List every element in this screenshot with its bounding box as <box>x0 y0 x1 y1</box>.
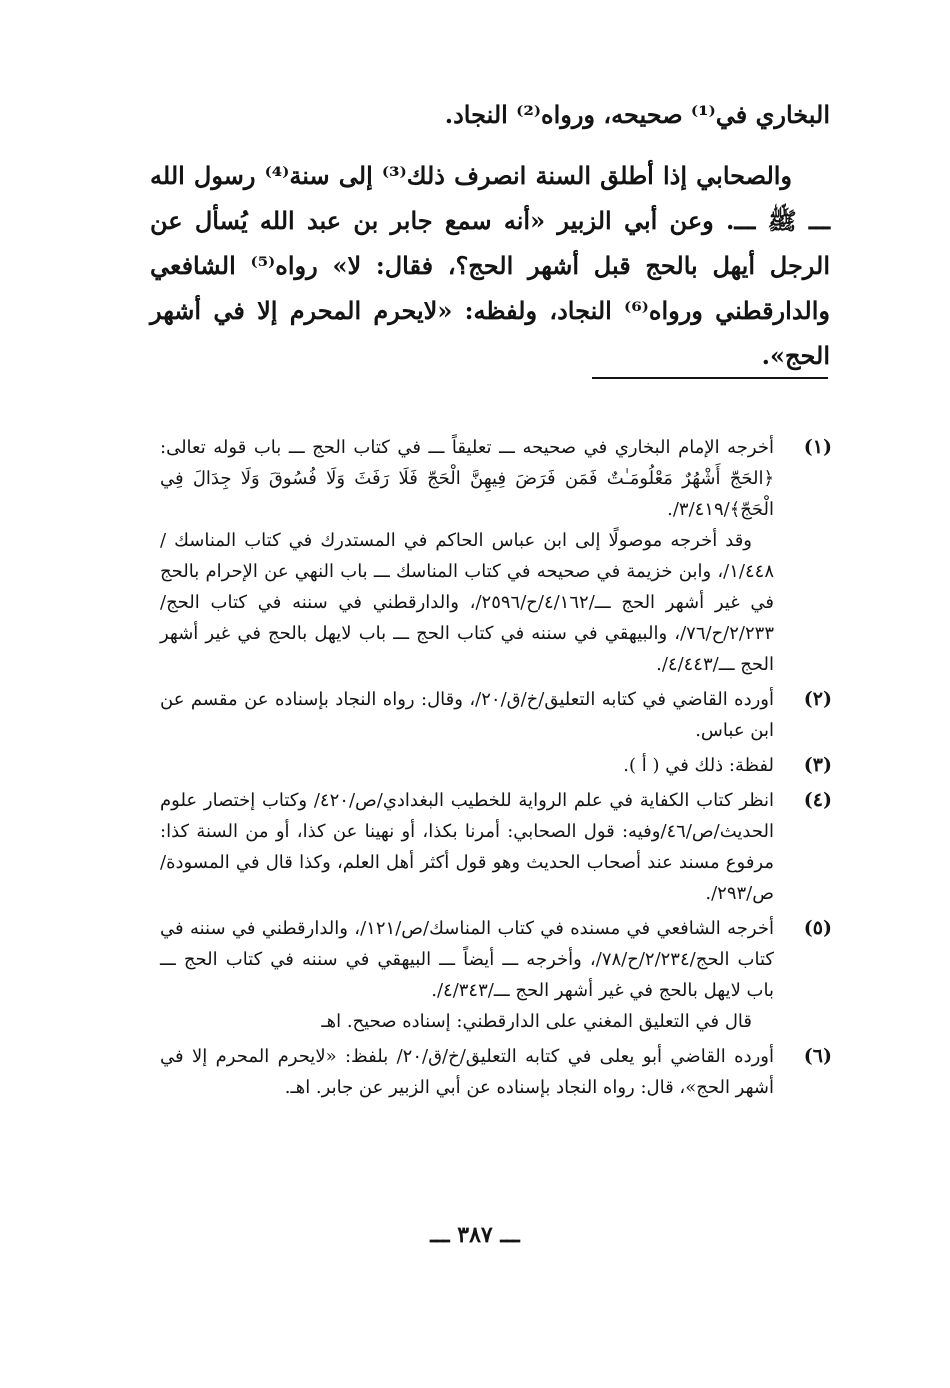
footnote-paragraph: وقد أخرجه موصولًا إلى ابن عباس الحاكم في المستدرك في كتاب المناسك /١/٤٤٨/، وابن خزيمة في صحيحه في كتاب المناسك ـــ باب النهي عن الإحرام بالحج في غير أشهر الحج ـــ/٤/١٦٢/ح/٢٥٩٦/، والدارقطني في سننه في كتاب الحج/٢/٢٣٣/ح/٧٦/، والبيهقي في سننه في كتاب الحج ـــ باب لايهل بالحج في غير أشهر الحج ـــ/٤/٤٤٣/. <box>160 530 774 675</box>
footnote-1 <box>160 432 832 680</box>
footnote-body <box>160 750 774 781</box>
main-paragraph-1: البخاري في⁽¹⁾ صحيحه، ورواه⁽²⁾ النجاد. <box>444 100 830 129</box>
footnote-paragraph: قال في التعليق المغني على الدارقطني: إسناده صحيح. اهـ <box>321 1011 752 1032</box>
footnote-paragraph: أخرجه الإمام البخاري في صحيحه ـــ تعليقاً ـــ في كتاب الحج ـــ باب قوله تعالى: ﴿الحَجّ أَشْهُرٌ مَعْلُومَـٰتٌ فَمَن فَرَضَ فِيهِنَّ الْحَجّ فَلَا رَفَثَ وَلَا فُسُوقَ وَلَا جِدَالَ فِي الْحَجّ﴾/٣/٤١٩/. <box>160 437 774 520</box>
main-text <box>150 92 830 378</box>
footnote-body <box>160 684 774 746</box>
footnote-number: (٢) <box>803 688 832 710</box>
main-paragraph-2: والصحابي إذا أطلق السنة انصرف ذلك⁽³⁾ إلى سنة⁽⁴⁾ رسول الله ـــ ﷺ ـــ. وعن أبي الزبير «أنه سمع جابر بن عبد الله يُسأل عن الرجل أيهل بالحج قبل أشهر الحج؟، فقال: لا» رواه⁽⁵⁾ الشافعي والدارقطني ورواه⁽⁶⁾ النجاد، ولفظه: «لايحرم المحرم إلا في أشهر الحج». <box>150 161 830 370</box>
footnote-separator <box>592 377 828 379</box>
footnote-paragraph: أورده القاضي أبو يعلى في كتابه التعليق/خ/ق/٢٠/ بلفظ: «لايحرم المحرم إلا في أشهر الحج»، قال: رواه النجاد بإسناده عن أبي الزبير عن جابر. اهـ. <box>160 1046 774 1098</box>
footnote-number: (٥) <box>803 917 832 939</box>
footnote-paragraph: أخرجه الشافعي في مسنده في كتاب المناسك/ص/١٢١/، والدارقطني في سننه في كتاب الحج/٢/٢٣٤/ح/٧٨/، وأخرجه ـــ أيضاً ـــ البيهقي في سننه في كتاب الحج ـــ باب لايهل بالحج في غير أشهر الحج ـــ/٤/٣٤٣/. <box>160 918 774 1001</box>
page-number: ـــ ٣٨٧ ـــ <box>430 1222 520 1248</box>
footnote-paragraph: أورده القاضي في كتابه التعليق/خ/ق/٢٠/، وقال: رواه النجاد بإسناده عن مقسم عن ابن عباس. <box>160 689 775 741</box>
footnote-number: (٦) <box>803 1045 832 1067</box>
footnote-5 <box>160 913 832 1037</box>
footnote-body <box>160 1041 774 1103</box>
footnote-number: (٤) <box>803 789 832 811</box>
footnote-body <box>160 432 774 680</box>
footnote-number: (٣) <box>803 754 832 776</box>
footnote-paragraph: انظر كتاب الكفاية في علم الرواية للخطيب البغدادي/ص/٤٢٠/ وكتاب إختصار علوم الحديث/ص/٤٦/وفيه: قول الصحابي: أمرنا بكذا، أو نهينا عن كذا، أو من السنة كذا: مرفوع مسند عند أصحاب الحديث وهو قول أكثر أهل العلم، وكذا قال في المسودة/ص/٢٩٣/. <box>160 790 775 904</box>
footnote-2 <box>160 684 832 746</box>
main-body <box>150 92 830 378</box>
footnotes <box>160 432 832 1107</box>
footnote-3 <box>160 750 832 781</box>
footnote-body <box>160 785 774 909</box>
footnote-paragraph: لفظة: ذلك في ( أ ). <box>623 755 774 776</box>
footnote-4 <box>160 785 832 909</box>
footnote-number: (١) <box>803 436 832 458</box>
footnote-body <box>160 913 774 1037</box>
footnote-6 <box>160 1041 832 1103</box>
